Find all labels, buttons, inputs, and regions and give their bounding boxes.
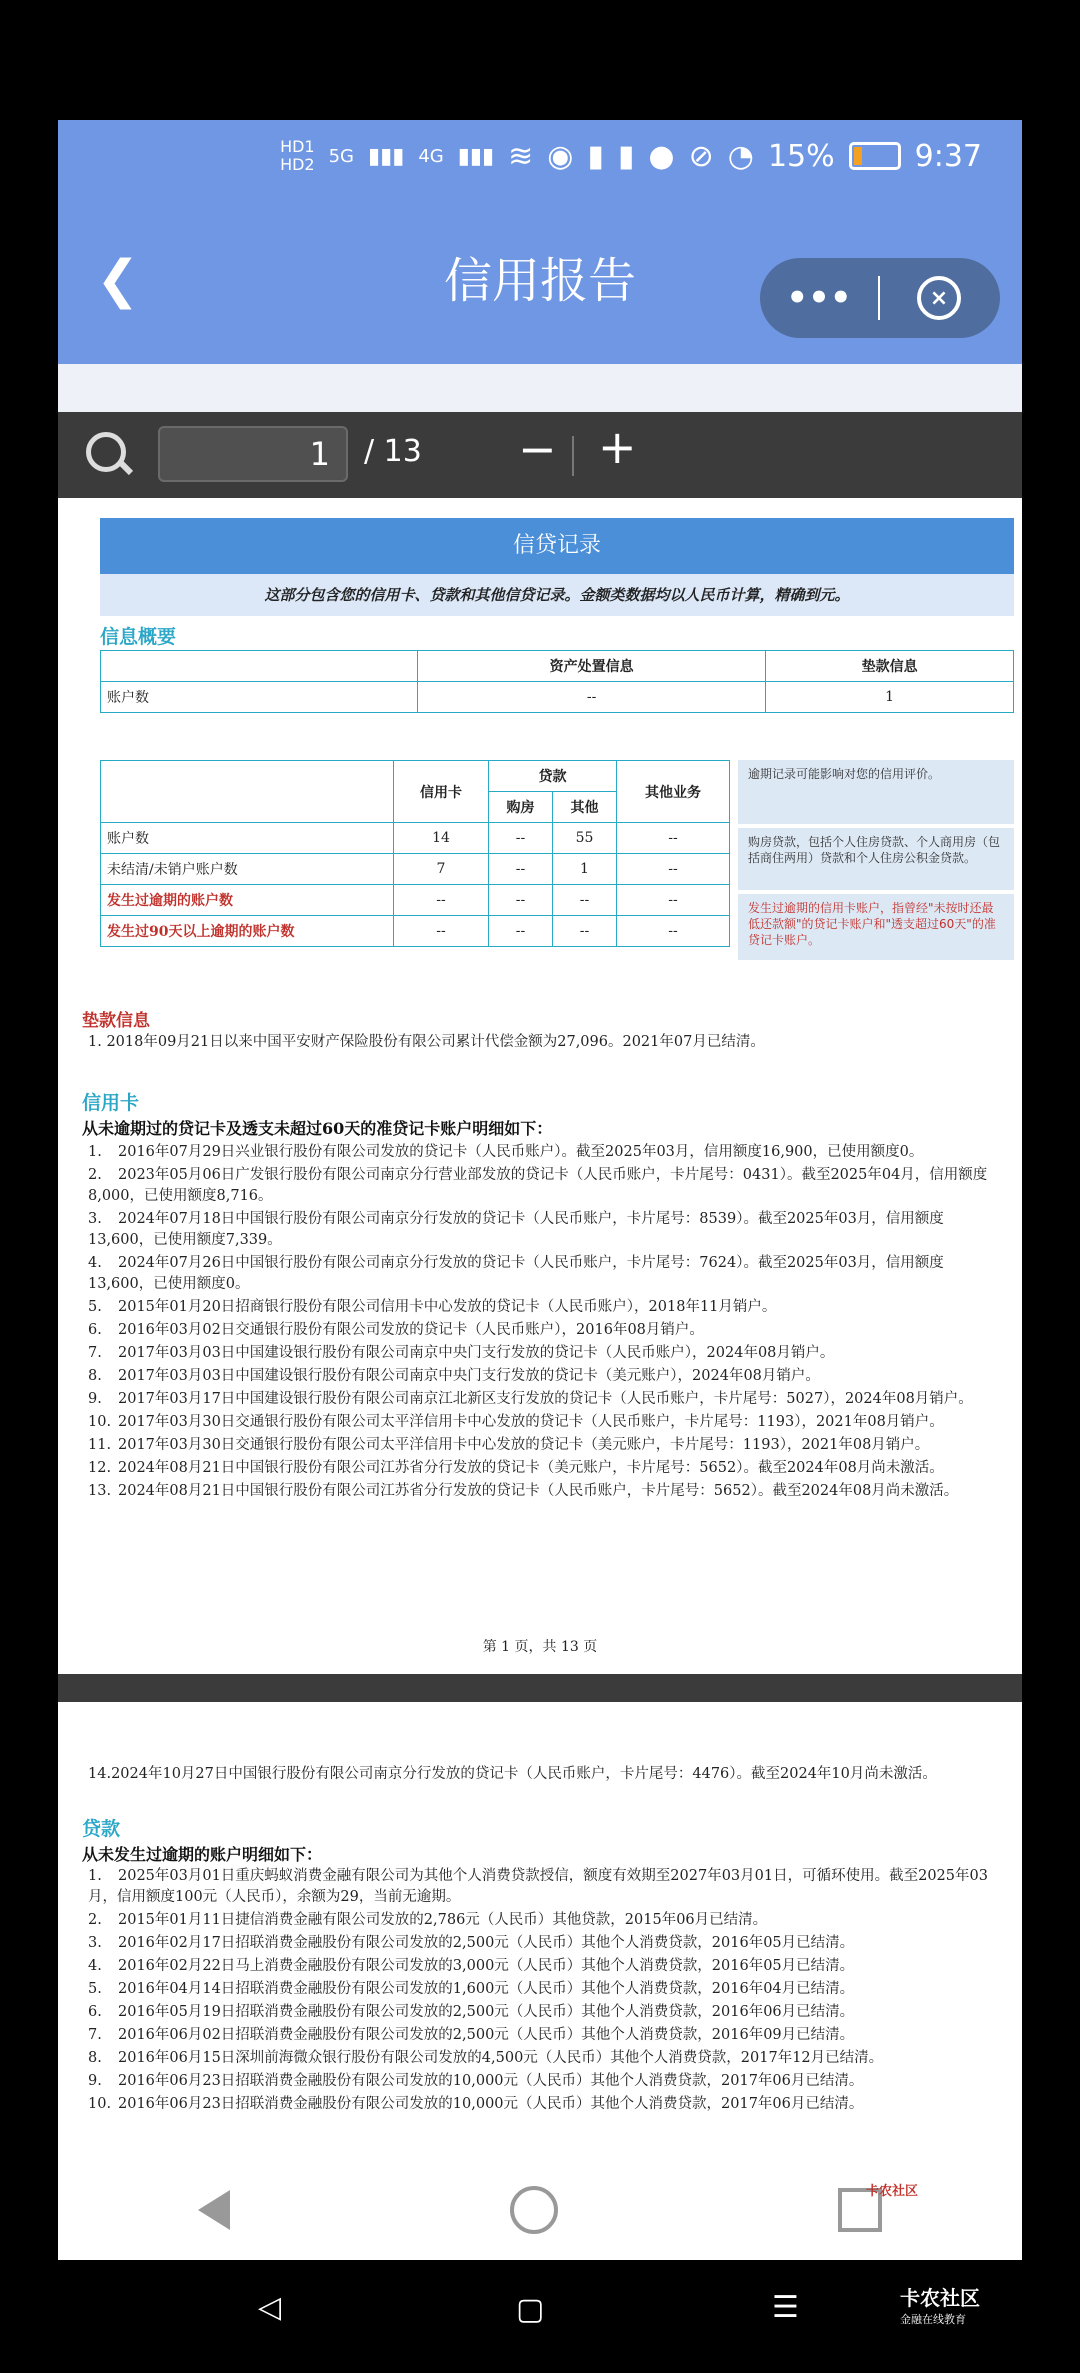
outer-menu-button[interactable]: ☰: [772, 2290, 799, 2325]
list-item: 5. 2016年04月14日招联消费金融股份有限公司发放的1,600元（人民币）其他个人消费贷款，2016年04月已结清。: [88, 1981, 855, 1997]
list-item: 14.2024年10月27日中国银行股份有限公司南京分行发放的贷记卡（人民币账户，卡片尾号：4476）。截至2024年10月尚未激活。: [88, 1766, 937, 1782]
loan-header: 贷款: [489, 761, 617, 792]
notification-icon-2: ▮: [617, 138, 635, 174]
zoom-in-button[interactable]: +: [598, 420, 637, 474]
advance-item: 1. 2018年09月21日以来中国平安财产保险股份有限公司累计代偿金额为27,096。2021年07月已结清。: [88, 1034, 765, 1050]
table-row: 发生过90天以上逾期的账户数 -- -- -- --: [101, 916, 730, 947]
page-total: / 13: [364, 434, 422, 469]
outer-home-button[interactable]: ▢: [516, 2292, 545, 2327]
notification-icon: ▮: [587, 138, 604, 174]
wifi-icon: ≋: [508, 138, 534, 174]
zoom-divider: [572, 436, 574, 476]
page-title: 信用报告: [443, 253, 636, 309]
list-item: 3. 2024年07月18日中国银行股份有限公司南京分行发放的贷记卡（人民币账户，卡片尾号：8539）。截至2025年03月，信用额度13,600，已使用额度7,339。: [88, 1211, 944, 1248]
list-item: 5. 2015年01月20日招商银行股份有限公司信用卡中心发放的贷记卡（人民币账户），2018年11月销户。: [88, 1299, 777, 1315]
housing-header: 购房: [489, 792, 553, 823]
loan-list: [88, 1866, 998, 2117]
pdf-page-2[interactable]: [58, 1702, 1022, 2162]
list-item: 8. 2017年03月03日中国建设银行股份有限公司南京中央门支行发放的贷记卡（美元账户），2024年08月销户。: [88, 1368, 820, 1384]
search-icon[interactable]: [86, 432, 126, 472]
credit-card-header: 信用卡: [394, 761, 489, 823]
credit-card-subheading: 从未逾期过的贷记卡及透支未超过60天的准贷记卡账户明细如下：: [82, 1119, 553, 1138]
list-item: 1. 2016年07月29日兴业银行股份有限公司发放的贷记卡（人民币账户）。截至2025年03月，信用额度16,900，已使用额度0。: [88, 1144, 924, 1160]
spacer: [58, 364, 1022, 412]
loan-heading: 贷款: [82, 1818, 121, 1840]
note-overdue-card: 发生过逾期的信用卡账户，指曾经"未按时还最低还款额"的贷记卡账户和"透支超过60天"的准贷记卡账户。: [738, 894, 1014, 960]
overview-table-2: [100, 760, 730, 947]
list-item: 3. 2016年02月17日招联消费金融股份有限公司发放的2,500元（人民币）其他个人消费贷款，2016年05月已结清。: [88, 1935, 855, 1951]
back-button[interactable]: ❮: [96, 250, 140, 310]
list-item: 6. 2016年03月02日交通银行股份有限公司发放的贷记卡（人民币账户），2016年08月销户。: [88, 1322, 704, 1338]
list-item: 11. 2017年03月30日交通银行股份有限公司太平洋信用卡中心发放的贷记卡（美元账户，卡片尾号：1193），2021年08月销户。: [88, 1437, 930, 1453]
note-overdue: 逾期记录可能影响对您的信用评价。: [738, 760, 1014, 824]
list-item: 13. 2024年08月21日中国银行股份有限公司江苏省分行发放的贷记卡（人民币账户，卡片尾号：5652）。截至2024年08月尚未激活。: [88, 1483, 959, 1499]
list-item: 7. 2016年06月02日招联消费金融股份有限公司发放的2,500元（人民币）其他个人消费贷款，2016年09月已结清。: [88, 2027, 855, 2043]
other-header: 其他: [553, 792, 617, 823]
title-bar: [58, 192, 1022, 364]
close-icon: ×: [917, 276, 961, 320]
other-business-header: 其他业务: [617, 761, 730, 823]
home-nav-button[interactable]: [510, 2186, 558, 2234]
page-footer: 第 1 页，共 13 页: [482, 1639, 598, 1655]
mini-program-capsule: [760, 258, 1000, 338]
advance-value: 1: [766, 682, 1014, 713]
list-item: 7. 2017年03月03日中国建设银行股份有限公司南京中央门支行发放的贷记卡（人民币账户），2024年08月销户。: [88, 1345, 835, 1361]
zoom-out-button[interactable]: −: [518, 422, 557, 476]
asset-disposal-value: --: [418, 682, 766, 713]
loan-subheading: 从未发生过逾期的账户明细如下：: [82, 1845, 323, 1864]
outer-watermark: 卡农社区 金融在线教育: [900, 2286, 980, 2326]
section-note: 这部分包含您的信用卡、贷款和其他信贷记录。金额类数据均以人民币计算，精确到元。: [100, 574, 1014, 616]
list-item: 2. 2015年01月11日捷信消费金融有限公司发放的2,786元（人民币）其他贷款，2015年06月已结清。: [88, 1912, 768, 1928]
list-item: 12. 2024年08月21日中国银行股份有限公司江苏省分行发放的贷记卡（美元账户，卡片尾号：5652）。截至2024年08月尚未激活。: [88, 1460, 944, 1476]
section-title: 信贷记录: [100, 518, 1014, 574]
advance-header: 垫款信息: [766, 651, 1014, 682]
asset-disposal-header: 资产处置信息: [418, 651, 766, 682]
clock: 9:37: [914, 138, 982, 174]
outer-back-button[interactable]: ◁: [258, 2290, 282, 2325]
signal-4g-icon: 4G: [418, 145, 444, 167]
list-item: 10. 2016年06月23日招联消费金融股份有限公司发放的10,000元（人民币）其他个人消费贷款，2017年06月已结清。: [88, 2096, 864, 2112]
credit-card-list: [88, 1142, 998, 1504]
list-item: 8. 2016年06月15日深圳前海微众银行股份有限公司发放的4,500元（人民币）其他个人消费贷款，2017年12月已结清。: [88, 2050, 884, 2066]
page-separator: [58, 1674, 1022, 1702]
pdf-toolbar: [58, 412, 1022, 498]
hd2-label: HD2: [280, 155, 315, 174]
list-item: 4. 2016年02月22日马上消费金融股份有限公司发放的3,000元（人民币）其他个人消费贷款，2016年05月已结清。: [88, 1958, 855, 1974]
close-button[interactable]: [880, 276, 998, 320]
back-nav-button[interactable]: [198, 2190, 230, 2230]
list-item: 10. 2017年03月30日交通银行股份有限公司太平洋信用卡中心发放的贷记卡（人民币账户，卡片尾号：1193），2021年08月销户。: [88, 1414, 944, 1430]
list-item: 9. 2016年06月23日招联消费金融股份有限公司发放的10,000元（人民币）其他个人消费贷款，2017年06月已结清。: [88, 2073, 864, 2089]
app-screen: [58, 120, 1022, 2260]
more-button[interactable]: •••: [786, 278, 852, 318]
mute-icon: ⊘: [688, 138, 714, 174]
table-row: 未结清/未销户账户数 7 -- 1 --: [101, 854, 730, 885]
pdf-page-1[interactable]: [58, 498, 1022, 1798]
speed-icon: ◔: [727, 138, 754, 174]
page-number-input[interactable]: 1: [158, 426, 348, 482]
table-row: 账户数 14 -- 55 --: [101, 823, 730, 854]
list-item: 6. 2016年05月19日招联消费金融股份有限公司发放的2,500元（人民币）其他个人消费贷款，2016年06月已结清。: [88, 2004, 855, 2020]
signal-5g-icon: 5G: [328, 145, 354, 167]
message-icon: ●: [648, 138, 675, 174]
credit-card-heading: 信用卡: [82, 1092, 140, 1114]
list-item: 2. 2023年05月06日广发银行股份有限公司南京分行营业部发放的贷记卡（人民币账户，卡片尾号：0431）。截至2025年04月，信用额度8,000，已使用额度8,716。: [88, 1167, 988, 1204]
table-row: 发生过逾期的账户数 -- -- -- --: [101, 885, 730, 916]
note-housing: 购房贷款，包括个人住房贷款、个人商用房（包括商住两用）贷款和个人住房公积金贷款。: [738, 828, 1014, 890]
status-bar: HD1 HD2 5G ▮▮▮ 4G ▮▮▮ ≋ ◉ ▮ ▮ ● ⊘ ◔ 15% 9:37: [58, 120, 1022, 192]
advance-heading: 垫款信息: [82, 1011, 150, 1031]
battery-percent: 15%: [767, 138, 835, 174]
watermark-logo: 卡农社区: [866, 2184, 919, 2199]
list-item: 4. 2024年07月26日中国银行股份有限公司南京分行发放的贷记卡（人民币账户，卡片尾号：7624）。截至2025年03月，信用额度13,600，已使用额度0。: [88, 1255, 944, 1292]
hd1-label: HD1: [280, 137, 315, 156]
account-count-label: 账户数: [101, 682, 418, 713]
list-item: 1. 2025年03月01日重庆蚂蚁消费金融有限公司为其他个人消费贷款授信，额度有效期至2027年03月01日，可循环使用。截至2025年03月，信用额度100元（人民币），余额为29，当前无逾期。: [88, 1868, 988, 1905]
weibo-icon: ◉: [547, 138, 574, 174]
inner-nav-bar: [58, 2160, 1022, 2260]
overview-table-1: [100, 650, 1014, 713]
overview-heading: 信息概要: [100, 626, 177, 648]
list-item: 9. 2017年03月17日中国建设银行股份有限公司南京江北新区支行发放的贷记卡（人民币账户，卡片尾号：5027），2024年08月销户。: [88, 1391, 973, 1407]
battery-icon: [849, 142, 901, 170]
